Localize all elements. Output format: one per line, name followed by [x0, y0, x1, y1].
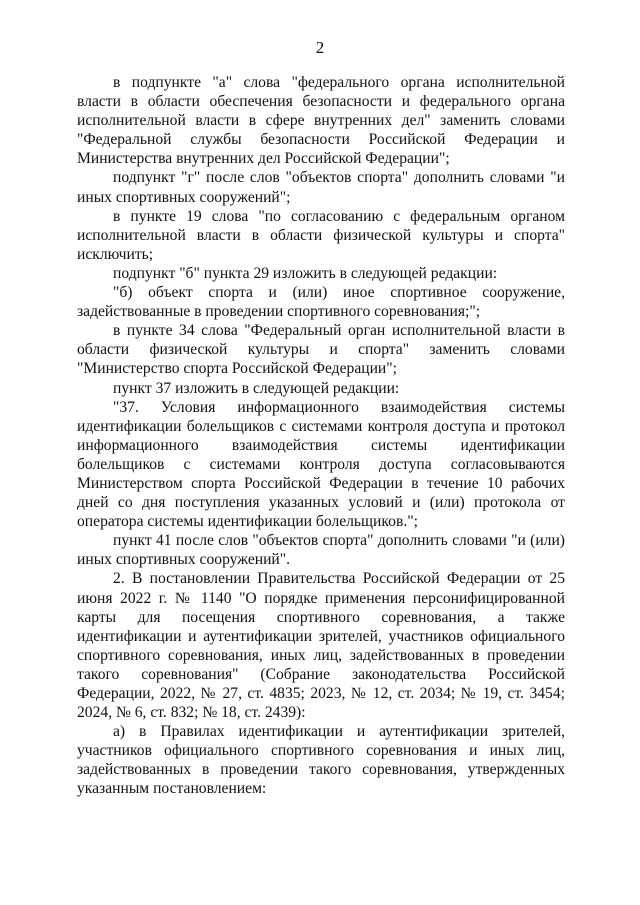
paragraph: а) в Правилах идентификации и аутентификации зрителей, участников официального спортивного соревнования и иных лиц, задействованных в проведении такого соревнования, утвержденных указанным постановлением: — [77, 723, 565, 798]
paragraph: подпункт "г" после слов "объектов спорта" дополнить словами "и иных спортивных сооружений"; — [77, 169, 565, 206]
paragraph: в пункте 34 слова "Федеральный орган исполнительной власти в области физической культуры и спорта" заменить словами "Министерство спорта Российской Федерации"; — [77, 322, 565, 378]
paragraph: в пункте 19 слова "по согласованию с федеральным органом исполнительной власти в области физической культуры и спорта" исключить; — [77, 207, 565, 263]
paragraph: "б) объект спорта и (или) иное спортивное сооружение, задействованные в проведении спортивного соревнования;"; — [77, 284, 565, 321]
document-body — [77, 73, 565, 799]
paragraph: "37. Условия информационного взаимодействия системы идентификации болельщиков с системами контроля доступа и протокол информационного взаимодействия системы идентификации болельщиков с системами контроля доступа согласовываются Министерством спорта Российской Федерации в течение 10 рабочих дней со дня поступления указанных условий и (или) протокола от оператора системы идентификации болельщиков."; — [77, 398, 565, 531]
paragraph: в подпункте "а" слова "федерального органа исполнительной власти в области обеспечения безопасности и федерального органа исполнительной власти в сфере внутренних дел" заменить словами "Федеральной службы безопасности Российской Федерации и Министерства внутренних дел Российской Федерации"; — [77, 74, 565, 168]
paragraph: 2. В постановлении Правительства Российской Федерации от 25 июня 2022 г. № 1140 "О порядке применения персонифицированной карты для посещения спортивного соревнования, а также идентификации и аутентификации зрителей, участников официального спортивного соревнования, иных лиц, задействованных в проведении такого соревнования" (Собрание законодательства Российской Федерации, 2022, № 27, ст. 4835; 2023, № 12, ст. 2034; № 19, ст. 3454; 2024, № 6, ст. 832; № 18, ст. 2439): — [77, 570, 565, 722]
paragraph: пункт 37 изложить в следующей редакции: — [113, 379, 400, 397]
paragraph: подпункт "б" пункта 29 изложить в следующей редакции: — [113, 264, 498, 282]
page-number: 2 — [315, 38, 325, 57]
paragraph: пункт 41 после слов "объектов спорта" дополнить словами "и (или) иных спортивных сооружений". — [77, 532, 565, 569]
